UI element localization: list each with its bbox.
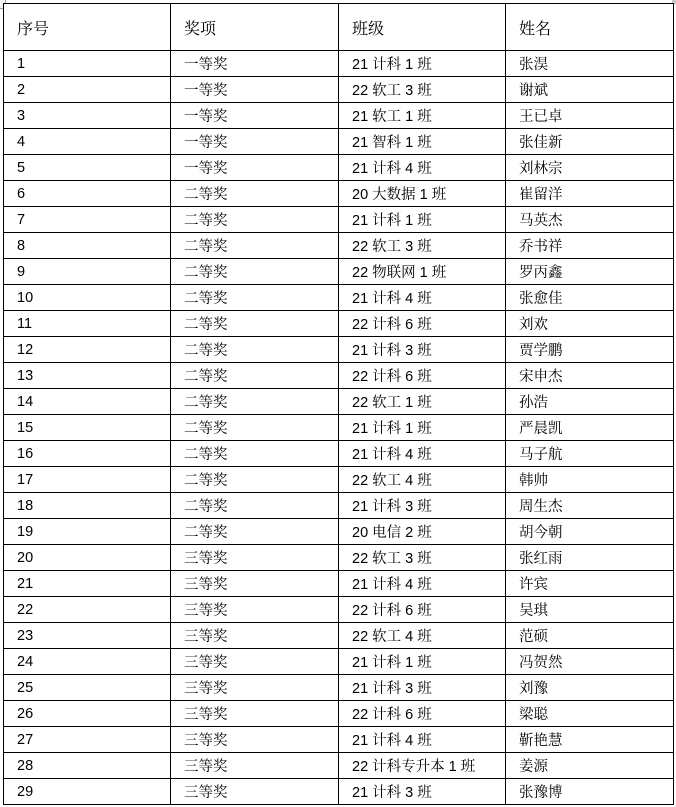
cell-award: 二等奖 <box>171 441 339 467</box>
cell-seq: 15 <box>4 415 171 441</box>
cell-award: 三等奖 <box>171 597 339 623</box>
table-row <box>4 753 674 779</box>
cell-award: 一等奖 <box>171 77 339 103</box>
cell-seq: 19 <box>4 519 171 545</box>
table-row <box>4 623 674 649</box>
cell-seq: 13 <box>4 363 171 389</box>
cell-seq: 24 <box>4 649 171 675</box>
cell-class: 22 软工 3 班 <box>339 233 506 259</box>
cell-name: 张红雨 <box>506 545 674 571</box>
cell-name: 韩帅 <box>506 467 674 493</box>
table-row <box>4 51 674 77</box>
cell-award: 三等奖 <box>171 623 339 649</box>
cell-name: 吴琪 <box>506 597 674 623</box>
cell-name: 谢斌 <box>506 77 674 103</box>
cell-award: 一等奖 <box>171 155 339 181</box>
cell-award: 二等奖 <box>171 389 339 415</box>
cell-class: 21 智科 1 班 <box>339 129 506 155</box>
cell-award: 三等奖 <box>171 779 339 805</box>
cell-seq: 11 <box>4 311 171 337</box>
cell-seq: 9 <box>4 259 171 285</box>
cell-name: 胡今朝 <box>506 519 674 545</box>
cell-name: 宋申杰 <box>506 363 674 389</box>
cell-class: 21 计科 4 班 <box>339 571 506 597</box>
cell-seq: 10 <box>4 285 171 311</box>
table-row <box>4 441 674 467</box>
cell-class: 22 软工 4 班 <box>339 467 506 493</box>
cell-class: 21 计科 1 班 <box>339 207 506 233</box>
cell-class: 21 计科 1 班 <box>339 415 506 441</box>
cell-name: 张淏 <box>506 51 674 77</box>
cell-name: 孙浩 <box>506 389 674 415</box>
cell-award: 二等奖 <box>171 311 339 337</box>
cell-name: 崔留洋 <box>506 181 674 207</box>
cell-seq: 22 <box>4 597 171 623</box>
cell-seq: 5 <box>4 155 171 181</box>
cell-name: 严晨凯 <box>506 415 674 441</box>
cell-class: 21 计科 3 班 <box>339 337 506 363</box>
table-row <box>4 649 674 675</box>
cell-name: 张豫博 <box>506 779 674 805</box>
cell-class: 21 计科 3 班 <box>339 493 506 519</box>
cell-award: 二等奖 <box>171 337 339 363</box>
table-row <box>4 493 674 519</box>
cell-class: 21 计科 1 班 <box>339 649 506 675</box>
cell-seq: 27 <box>4 727 171 753</box>
cell-class: 22 计科专升本 1 班 <box>339 753 506 779</box>
cell-name: 姜源 <box>506 753 674 779</box>
table-row <box>4 571 674 597</box>
table-row <box>4 779 674 805</box>
cell-class: 22 软工 1 班 <box>339 389 506 415</box>
cell-name: 马子航 <box>506 441 674 467</box>
cell-name: 马英杰 <box>506 207 674 233</box>
cell-seq: 20 <box>4 545 171 571</box>
table-row <box>4 259 674 285</box>
cell-seq: 29 <box>4 779 171 805</box>
award-table <box>3 3 674 805</box>
cell-award: 三等奖 <box>171 727 339 753</box>
cell-seq: 3 <box>4 103 171 129</box>
cell-award: 二等奖 <box>171 207 339 233</box>
cell-class: 22 软工 4 班 <box>339 623 506 649</box>
cell-class: 21 计科 4 班 <box>339 727 506 753</box>
cell-seq: 8 <box>4 233 171 259</box>
cell-award: 二等奖 <box>171 181 339 207</box>
cell-award: 二等奖 <box>171 285 339 311</box>
cell-award: 三等奖 <box>171 701 339 727</box>
cell-award: 一等奖 <box>171 103 339 129</box>
cell-name: 许宾 <box>506 571 674 597</box>
cell-seq: 16 <box>4 441 171 467</box>
cell-award: 三等奖 <box>171 545 339 571</box>
table-row <box>4 597 674 623</box>
cell-class: 22 软工 3 班 <box>339 545 506 571</box>
cell-seq: 18 <box>4 493 171 519</box>
cell-seq: 28 <box>4 753 171 779</box>
table-row <box>4 285 674 311</box>
table-row <box>4 233 674 259</box>
column-header-class: 班级 <box>339 4 506 51</box>
cell-award: 二等奖 <box>171 259 339 285</box>
cell-seq: 23 <box>4 623 171 649</box>
table-body <box>4 51 674 805</box>
cell-name: 张愈佳 <box>506 285 674 311</box>
cell-award: 二等奖 <box>171 493 339 519</box>
table-row <box>4 519 674 545</box>
column-header-award: 奖项 <box>171 4 339 51</box>
cell-award: 一等奖 <box>171 51 339 77</box>
cell-award: 二等奖 <box>171 415 339 441</box>
award-table-container <box>3 3 674 805</box>
cell-class: 21 计科 4 班 <box>339 441 506 467</box>
table-row <box>4 363 674 389</box>
table-row <box>4 129 674 155</box>
cell-name: 王已卓 <box>506 103 674 129</box>
cell-class: 21 计科 4 班 <box>339 285 506 311</box>
cell-class: 22 计科 6 班 <box>339 597 506 623</box>
cell-class: 21 计科 4 班 <box>339 155 506 181</box>
cell-seq: 6 <box>4 181 171 207</box>
cell-class: 22 软工 3 班 <box>339 77 506 103</box>
table-row <box>4 207 674 233</box>
cell-name: 冯贺然 <box>506 649 674 675</box>
cell-award: 二等奖 <box>171 363 339 389</box>
cell-class: 21 计科 3 班 <box>339 675 506 701</box>
cell-award: 三等奖 <box>171 649 339 675</box>
cell-award: 三等奖 <box>171 753 339 779</box>
cell-class: 21 软工 1 班 <box>339 103 506 129</box>
column-header-name: 姓名 <box>506 4 674 51</box>
cell-seq: 17 <box>4 467 171 493</box>
cell-award: 二等奖 <box>171 467 339 493</box>
table-row <box>4 545 674 571</box>
cell-class: 21 计科 3 班 <box>339 779 506 805</box>
table-row <box>4 311 674 337</box>
table-row <box>4 103 674 129</box>
cell-award: 二等奖 <box>171 233 339 259</box>
table-row <box>4 155 674 181</box>
cell-seq: 14 <box>4 389 171 415</box>
table-row <box>4 701 674 727</box>
table-row <box>4 415 674 441</box>
cell-seq: 2 <box>4 77 171 103</box>
cell-class: 22 计科 6 班 <box>339 311 506 337</box>
table-row <box>4 727 674 753</box>
table-row <box>4 181 674 207</box>
table-row <box>4 337 674 363</box>
cell-seq: 21 <box>4 571 171 597</box>
cell-seq: 25 <box>4 675 171 701</box>
cell-name: 刘林宗 <box>506 155 674 181</box>
table-row <box>4 675 674 701</box>
cell-class: 22 物联网 1 班 <box>339 259 506 285</box>
cell-name: 刘豫 <box>506 675 674 701</box>
cell-seq: 7 <box>4 207 171 233</box>
cell-award: 三等奖 <box>171 675 339 701</box>
table-row <box>4 389 674 415</box>
cell-name: 靳艳慧 <box>506 727 674 753</box>
cell-name: 范硕 <box>506 623 674 649</box>
cell-name: 周生杰 <box>506 493 674 519</box>
cell-class: 21 计科 1 班 <box>339 51 506 77</box>
table-row <box>4 467 674 493</box>
cell-class: 22 计科 6 班 <box>339 363 506 389</box>
cell-class: 20 大数据 1 班 <box>339 181 506 207</box>
cell-award: 三等奖 <box>171 571 339 597</box>
table-row <box>4 77 674 103</box>
cell-name: 乔书祥 <box>506 233 674 259</box>
cell-award: 一等奖 <box>171 129 339 155</box>
cell-award: 二等奖 <box>171 519 339 545</box>
cell-class: 22 计科 6 班 <box>339 701 506 727</box>
cell-name: 刘欢 <box>506 311 674 337</box>
cell-seq: 26 <box>4 701 171 727</box>
cell-name: 罗丙鑫 <box>506 259 674 285</box>
cell-name: 梁聪 <box>506 701 674 727</box>
cell-name: 张佳新 <box>506 129 674 155</box>
cell-seq: 1 <box>4 51 171 77</box>
cell-name: 贾学鹏 <box>506 337 674 363</box>
header-row <box>4 4 674 51</box>
table-header <box>4 4 674 51</box>
cell-seq: 12 <box>4 337 171 363</box>
cell-class: 20 电信 2 班 <box>339 519 506 545</box>
column-header-seq: 序号 <box>4 4 171 51</box>
cell-seq: 4 <box>4 129 171 155</box>
